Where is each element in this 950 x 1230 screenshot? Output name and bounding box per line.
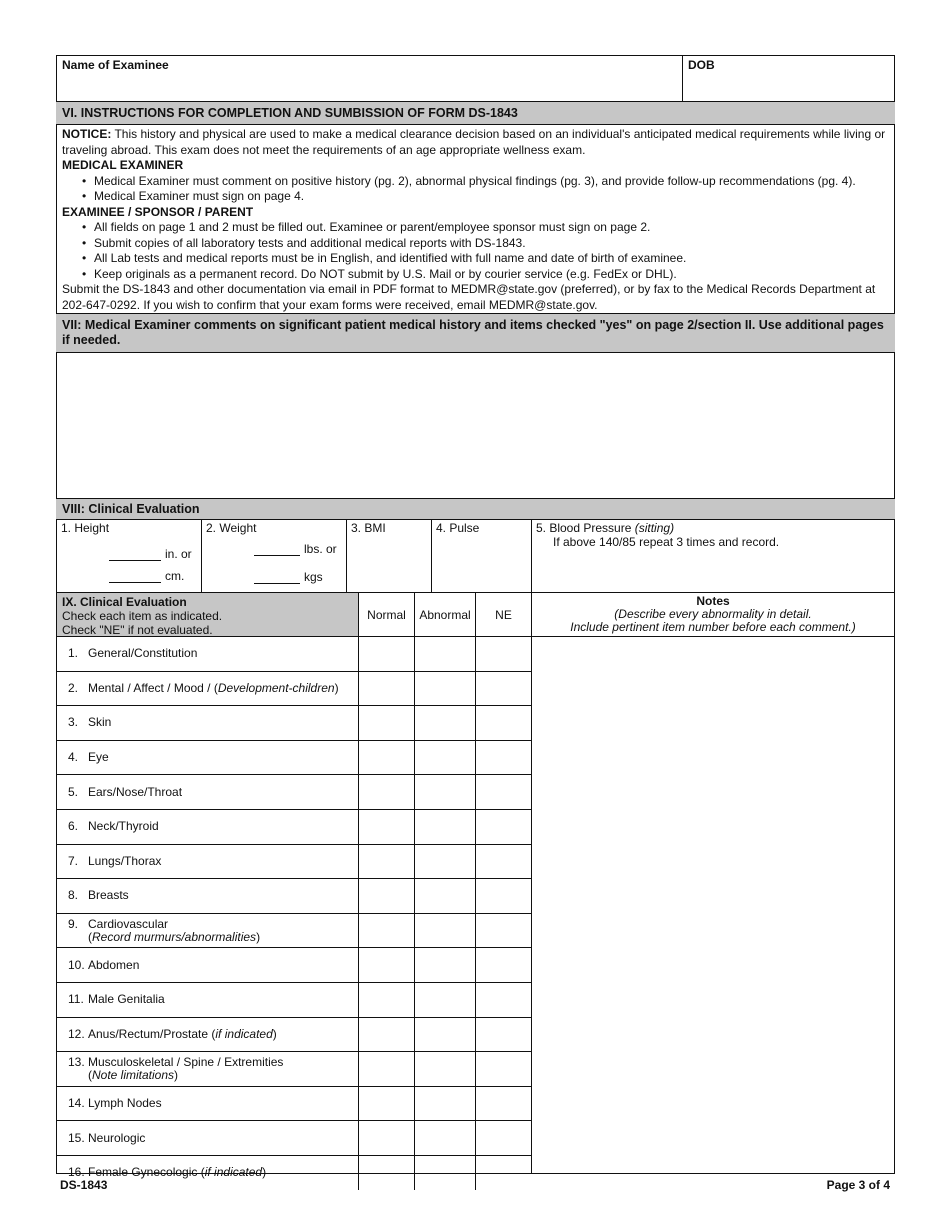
form-id: DS-1843	[60, 1178, 108, 1192]
list-item: • Keep originals as a permanent record. Do NOT submit by U.S. Mail or by courier service (e.g. FedEx or DHL).	[94, 267, 889, 283]
bmi-field[interactable]	[346, 520, 431, 592]
item-label	[57, 706, 358, 740]
bmi-label: 3. BMI	[351, 521, 386, 535]
check-ne[interactable]	[475, 775, 531, 809]
check-ne[interactable]	[475, 741, 531, 775]
section7-header	[56, 313, 895, 353]
list-item: • Medical Examiner must comment on positive history (pg. 2), abnormal physical findings (pg. 3), and provide follow-up recommendations (pg. 4).	[94, 174, 889, 190]
item-number: 7.	[68, 853, 79, 868]
item-label: 12. Anus/Rectum/Prostate (if indicated)	[68, 1026, 277, 1041]
height-unit-in: in. or	[165, 547, 192, 561]
section7-title: VII: Medical Examiner comments on significant patient medical history and items checked "yes" on page 2/section II. Use additional pages if needed.	[62, 318, 884, 347]
check-ne[interactable]	[475, 879, 531, 913]
notes-sub2: Include pertinent item number before each comment.)	[570, 620, 856, 634]
item-text: Neck/Thyroid	[88, 819, 159, 834]
examiner-heading: MEDICAL EXAMINER	[62, 158, 184, 172]
item-label: 16. Female Gynecologic (if indicated)	[68, 1165, 267, 1180]
check-normal[interactable]	[358, 983, 414, 1017]
item-label	[57, 1052, 358, 1086]
check-abnormal[interactable]	[414, 672, 475, 706]
item-label	[57, 983, 358, 1017]
item-label	[57, 637, 358, 671]
height-unit-cm: cm.	[165, 569, 185, 583]
item-text: General/Constitution	[88, 646, 198, 661]
check-ne[interactable]	[475, 948, 531, 982]
item-note: (Note limitations)	[88, 1067, 179, 1082]
item-number: 10.	[68, 957, 85, 972]
check-ne[interactable]	[475, 983, 531, 1017]
item-text: Neurologic	[88, 1130, 146, 1145]
table-row	[57, 844, 531, 879]
check-ne[interactable]	[475, 672, 531, 706]
bp-label-row	[536, 521, 890, 535]
item-qualifier: if indicated	[204, 1165, 263, 1180]
check-ne[interactable]	[475, 706, 531, 740]
item-number: 12.	[68, 1026, 85, 1041]
item-number: 6.	[68, 819, 79, 834]
height-field[interactable]	[57, 520, 201, 592]
section6-title: VI. INSTRUCTIONS FOR COMPLETION AND SUMBISSION OF FORM DS-1843	[62, 106, 518, 120]
item-qualifier: Development-children	[217, 680, 335, 695]
check-abnormal[interactable]	[414, 1121, 475, 1155]
item-text: Musculoskeletal / Spine / Extremities	[88, 1054, 284, 1069]
table-row	[57, 774, 531, 809]
item-text: Mental / Affect / Mood / (	[88, 680, 218, 695]
check-abnormal[interactable]	[414, 637, 475, 671]
section8-header	[56, 498, 895, 520]
check-abnormal[interactable]	[414, 706, 475, 740]
check-abnormal[interactable]	[414, 948, 475, 982]
item-number: 13.	[68, 1054, 85, 1069]
check-normal[interactable]	[358, 741, 414, 775]
check-abnormal[interactable]	[414, 1156, 475, 1190]
examinee-list	[62, 220, 889, 282]
examinee-heading: EXAMINEE / SPONSOR / PARENT	[62, 204, 254, 219]
notes-header	[531, 592, 894, 637]
item-number: 11.	[68, 992, 84, 1007]
list-item: • All Lab tests and medical reports must be in English, and identified with full name and date of birth of examinee.	[94, 251, 889, 267]
item-number: 5.	[68, 784, 79, 799]
check-abnormal[interactable]	[414, 1087, 475, 1121]
col-abnormal-header	[414, 592, 475, 637]
check-abnormal[interactable]	[414, 879, 475, 913]
item-number: 3.	[68, 715, 79, 730]
check-ne[interactable]	[475, 1087, 531, 1121]
dob-field[interactable]	[682, 56, 894, 101]
notice-paragraph	[62, 127, 889, 158]
notes-title: Notes	[696, 594, 730, 608]
check-abnormal[interactable]	[414, 741, 475, 775]
table-row	[57, 982, 531, 1017]
section9-instr1: Check each item as indicated.	[62, 609, 223, 623]
page-number: Page 3 of 4	[826, 1178, 890, 1192]
table-row	[57, 1051, 531, 1086]
check-normal[interactable]	[358, 845, 414, 879]
table-row	[57, 637, 531, 671]
item-label	[57, 1121, 358, 1155]
section9-header	[57, 592, 358, 637]
item-text: Skin	[88, 715, 112, 730]
table-row	[57, 809, 531, 844]
check-ne[interactable]	[475, 1156, 531, 1190]
height-label: 1. Height	[61, 521, 110, 535]
item-number: 4.	[68, 750, 79, 765]
col-normal-label: Normal	[367, 607, 406, 622]
check-abnormal[interactable]	[414, 845, 475, 879]
table-row	[57, 878, 531, 913]
item-label	[57, 948, 358, 982]
table-row	[57, 1017, 531, 1052]
item-number: 9.	[68, 916, 79, 931]
item-qualifier: if indicated	[215, 1026, 273, 1041]
check-normal[interactable]	[358, 775, 414, 809]
item-text: Lungs/Thorax	[88, 853, 162, 868]
submit-instructions: Submit the DS-1843 and other documentation via email in PDF format to MEDMR@state.gov (preferred), or by fax to the Medical Records Department at 202-647-0292. If you wish to confirm that your exam forms were received, email MEDMR@state.gov.	[62, 282, 876, 312]
col-ne-label: NE	[495, 607, 512, 622]
check-ne[interactable]	[475, 1018, 531, 1052]
check-abnormal[interactable]	[414, 1018, 475, 1052]
check-normal[interactable]	[358, 1087, 414, 1121]
check-ne[interactable]	[475, 914, 531, 948]
table-row	[57, 1155, 531, 1190]
notice-label: NOTICE:	[62, 127, 112, 141]
weight-unit-kgs: kgs	[304, 570, 323, 584]
notes-sub1: (Describe every abnormality in detail.	[614, 607, 812, 621]
item-number: 15.	[68, 1130, 85, 1145]
col-ne-header	[475, 592, 531, 637]
item-label	[57, 845, 358, 879]
examinee-name-field[interactable]	[57, 56, 682, 101]
check-ne[interactable]	[475, 810, 531, 844]
table-row	[57, 947, 531, 982]
item-text: Ears/Nose/Throat	[88, 784, 183, 799]
pulse-label: 4. Pulse	[436, 521, 480, 535]
check-ne[interactable]	[475, 637, 531, 671]
comments-textarea[interactable]	[57, 353, 894, 498]
examiner-list	[62, 174, 889, 205]
item-label	[57, 741, 358, 775]
item-text: Breasts	[88, 888, 129, 903]
check-ne[interactable]	[475, 1121, 531, 1155]
item-label	[57, 914, 358, 948]
list-item: • Medical Examiner must sign on page 4.	[94, 189, 889, 205]
check-normal[interactable]	[358, 1121, 414, 1155]
check-ne[interactable]	[475, 1052, 531, 1086]
item-text: Anus/Rectum/Prostate (	[88, 1026, 216, 1041]
examinee-name-label: Name of Examinee	[62, 58, 169, 72]
blood-pressure-field[interactable]	[531, 520, 894, 592]
table-row	[57, 1120, 531, 1155]
check-normal[interactable]	[358, 948, 414, 982]
item-text: Lymph Nodes	[88, 1096, 162, 1111]
item-text: Eye	[88, 750, 109, 765]
notes-textarea[interactable]	[531, 637, 894, 1173]
item-label: 2. Mental / Affect / Mood / (Development-children)	[68, 680, 339, 695]
col-abnormal-label: Abnormal	[419, 607, 471, 622]
section8-title: VIII: Clinical Evaluation	[62, 502, 200, 516]
list-item: • Submit copies of all laboratory tests and additional medical reports with DS-1843.	[94, 236, 889, 252]
check-normal[interactable]	[358, 1052, 414, 1086]
item-number: 8.	[68, 888, 79, 903]
check-abnormal[interactable]	[414, 914, 475, 948]
check-normal[interactable]	[358, 1018, 414, 1052]
item-label	[57, 1087, 358, 1121]
item-note: (Record murmurs/abnormalities)	[88, 929, 261, 944]
evaluation-table	[57, 637, 531, 1190]
check-normal[interactable]	[358, 1156, 414, 1190]
check-normal[interactable]	[358, 672, 414, 706]
check-normal[interactable]	[358, 914, 414, 948]
weight-label: 2. Weight	[206, 521, 257, 535]
table-row	[57, 1086, 531, 1121]
check-abnormal[interactable]	[414, 1052, 475, 1086]
weight-field[interactable]	[201, 520, 346, 592]
check-normal[interactable]	[358, 706, 414, 740]
check-abnormal[interactable]	[414, 775, 475, 809]
item-text: Female Gynecologic (	[88, 1165, 205, 1180]
bp-label: 5. Blood Pressure	[536, 521, 635, 535]
item-text: Male Genitalia	[88, 992, 165, 1007]
section6-header	[56, 101, 895, 125]
section9-title: IX. Clinical Evaluation	[62, 595, 187, 609]
item-number: 16.	[68, 1165, 85, 1180]
list-item: • All fields on page 1 and 2 must be filled out. Examinee or parent/employee sponsor must sign on page 2.	[94, 220, 889, 236]
item-label	[57, 879, 358, 913]
item-number: 14.	[68, 1096, 85, 1111]
item-number: 1.	[68, 646, 79, 661]
weight-unit-lbs: lbs. or	[304, 542, 337, 556]
item-text: Cardiovascular	[88, 916, 169, 931]
table-row	[57, 913, 531, 948]
check-abnormal[interactable]	[414, 810, 475, 844]
table-row	[57, 671, 531, 706]
table-row	[57, 740, 531, 775]
check-ne[interactable]	[475, 845, 531, 879]
dob-label: DOB	[688, 58, 715, 72]
bp-note: If above 140/85 repeat 3 times and record.	[553, 535, 780, 549]
check-normal[interactable]	[358, 637, 414, 671]
section9-instr2: Check "NE" if not evaluated.	[62, 623, 213, 637]
col-normal-header	[358, 592, 414, 637]
pulse-field[interactable]	[431, 520, 531, 592]
bp-qualifier: (sitting)	[634, 521, 675, 535]
notice-text: This history and physical are used to make a medical clearance decision based on an individual's anticipated medical requirements while living or traveling abroad. This exam does not meet the requirements of an age appropriate wellness exam.	[62, 127, 886, 157]
item-number: 2.	[68, 680, 79, 695]
section6-body	[57, 125, 894, 313]
check-normal[interactable]	[358, 879, 414, 913]
check-abnormal[interactable]	[414, 983, 475, 1017]
item-text: Abdomen	[88, 957, 140, 972]
item-label	[57, 775, 358, 809]
table-row	[57, 705, 531, 740]
check-normal[interactable]	[358, 810, 414, 844]
item-label	[57, 810, 358, 844]
